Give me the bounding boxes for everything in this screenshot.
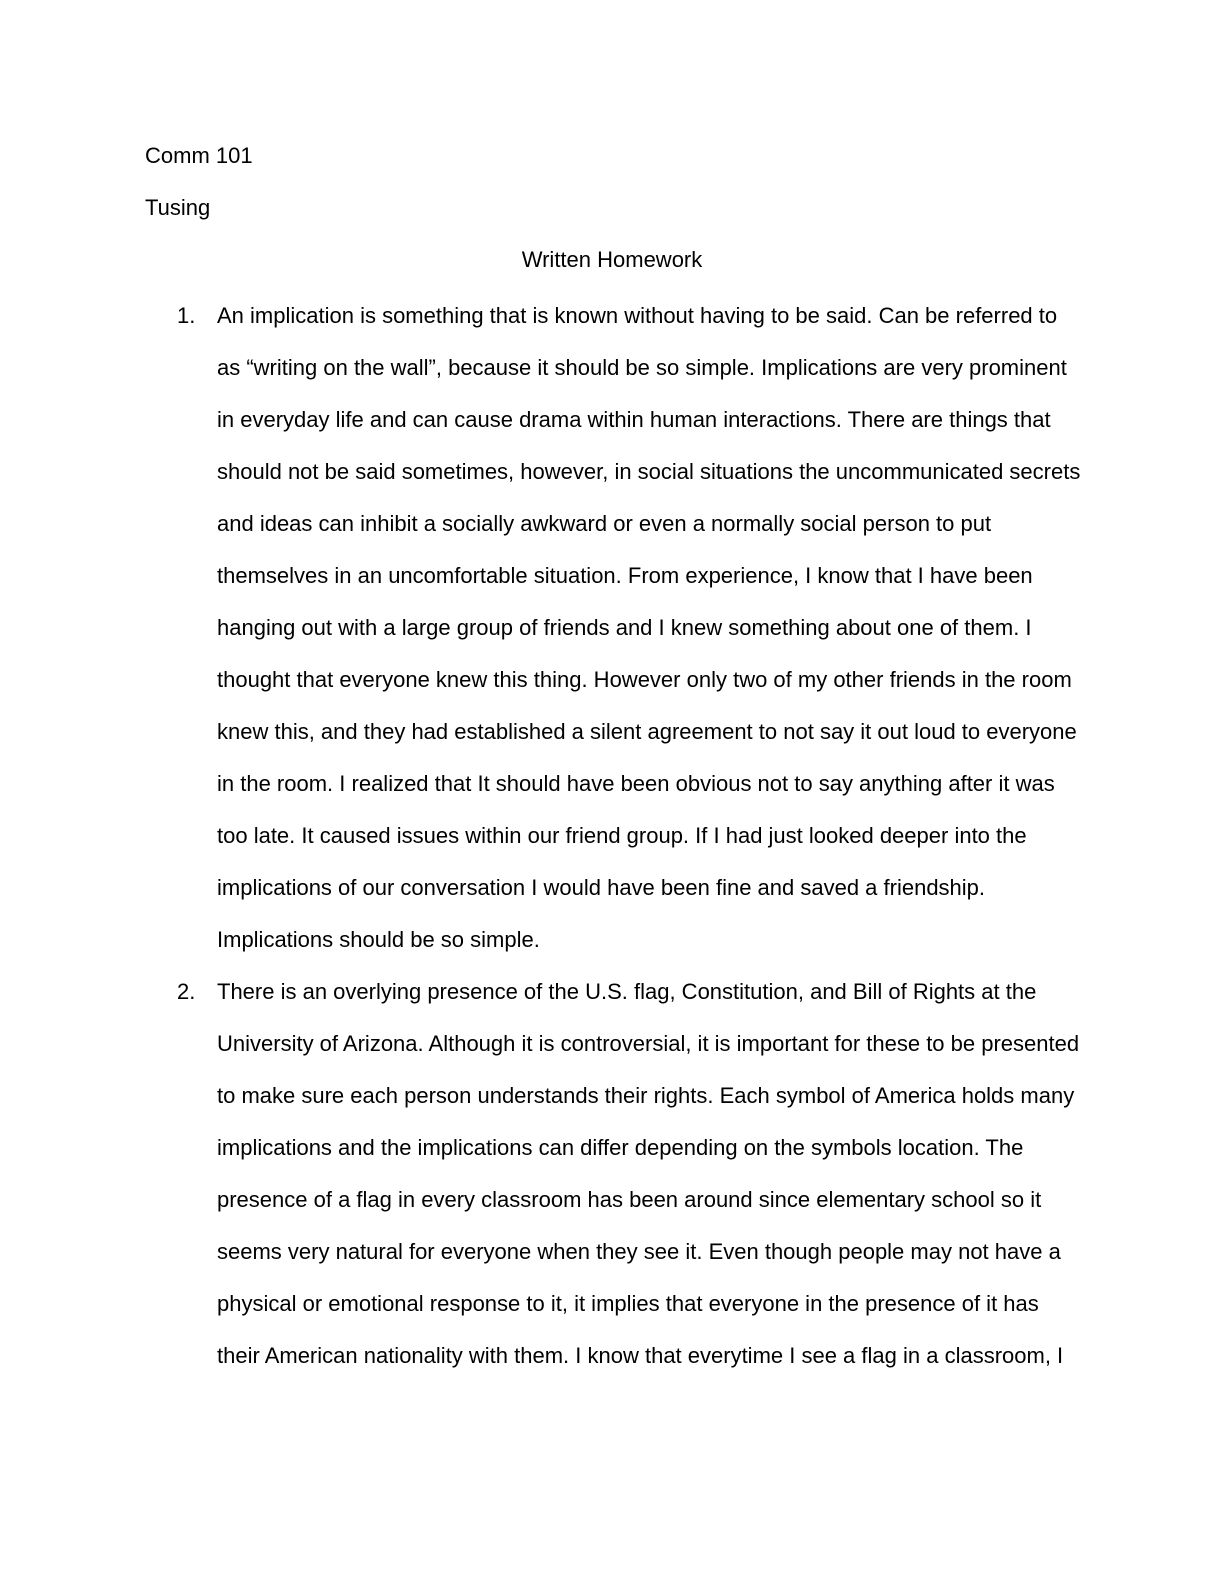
body-line: in everyday life and can cause drama within human interactions. There are things that <box>217 407 1051 432</box>
body-line: in the room. I realized that It should have been obvious not to say anything after it was <box>217 771 1055 796</box>
body-line: physical or emotional response to it, it implies that everyone in the presence of it has <box>217 1291 1039 1316</box>
list-item-2 <box>145 966 1079 1382</box>
body-line: implications of our conversation I would have been fine and saved a friendship. <box>217 875 986 900</box>
body-line: thought that everyone knew this thing. However only two of my other friends in the room <box>217 667 1072 692</box>
body-line: too late. It caused issues within our friend group. If I had just looked deeper into the <box>217 823 1027 848</box>
document-title: Written Homework <box>521 247 703 272</box>
body-line: An implication is something that is known without having to be said. Can be referred to <box>217 303 1058 328</box>
author-name: Tusing <box>145 195 211 220</box>
body-line: University of Arizona. Although it is controversial, it is important for these to be presented <box>217 1031 1080 1056</box>
body-line: presence of a flag in every classroom has been around since elementary school so it <box>217 1187 1042 1212</box>
body-line: should not be said sometimes, however, in social situations the uncommunicated secrets <box>217 459 1081 484</box>
list-item-1-number: 1. <box>177 303 196 328</box>
body-line: implications and the implications can differ depending on the symbols location. The <box>217 1135 1024 1160</box>
list-item-1 <box>145 290 1079 966</box>
body-line: There is an overlying presence of the U.S. flag, Constitution, and Bill of Rights at the <box>217 979 1037 1004</box>
body-line: Implications should be so simple. <box>217 927 540 952</box>
body-line: to make sure each person understands their rights. Each symbol of America holds many <box>217 1083 1075 1108</box>
body-line: seems very natural for everyone when they see it. Even though people may not have a <box>217 1239 1061 1264</box>
body-line: their American nationality with them. I know that everytime I see a flag in a classroom, I <box>217 1343 1064 1368</box>
body-line: as “writing on the wall”, because it should be so simple. Implications are very prominent <box>217 355 1067 380</box>
numbered-list <box>145 290 1079 1382</box>
course-name: Comm 101 <box>145 143 253 168</box>
body-line: knew this, and they had established a silent agreement to not say it out loud to everyone <box>217 719 1077 744</box>
body-line: and ideas can inhibit a socially awkward or even a normally social person to put <box>217 511 992 536</box>
body-line: themselves in an uncomfortable situation. From experience, I know that I have been <box>217 563 1033 588</box>
list-item-2-number: 2. <box>177 979 196 1004</box>
body-line: hanging out with a large group of friends and I knew something about one of them. I <box>217 615 1032 640</box>
